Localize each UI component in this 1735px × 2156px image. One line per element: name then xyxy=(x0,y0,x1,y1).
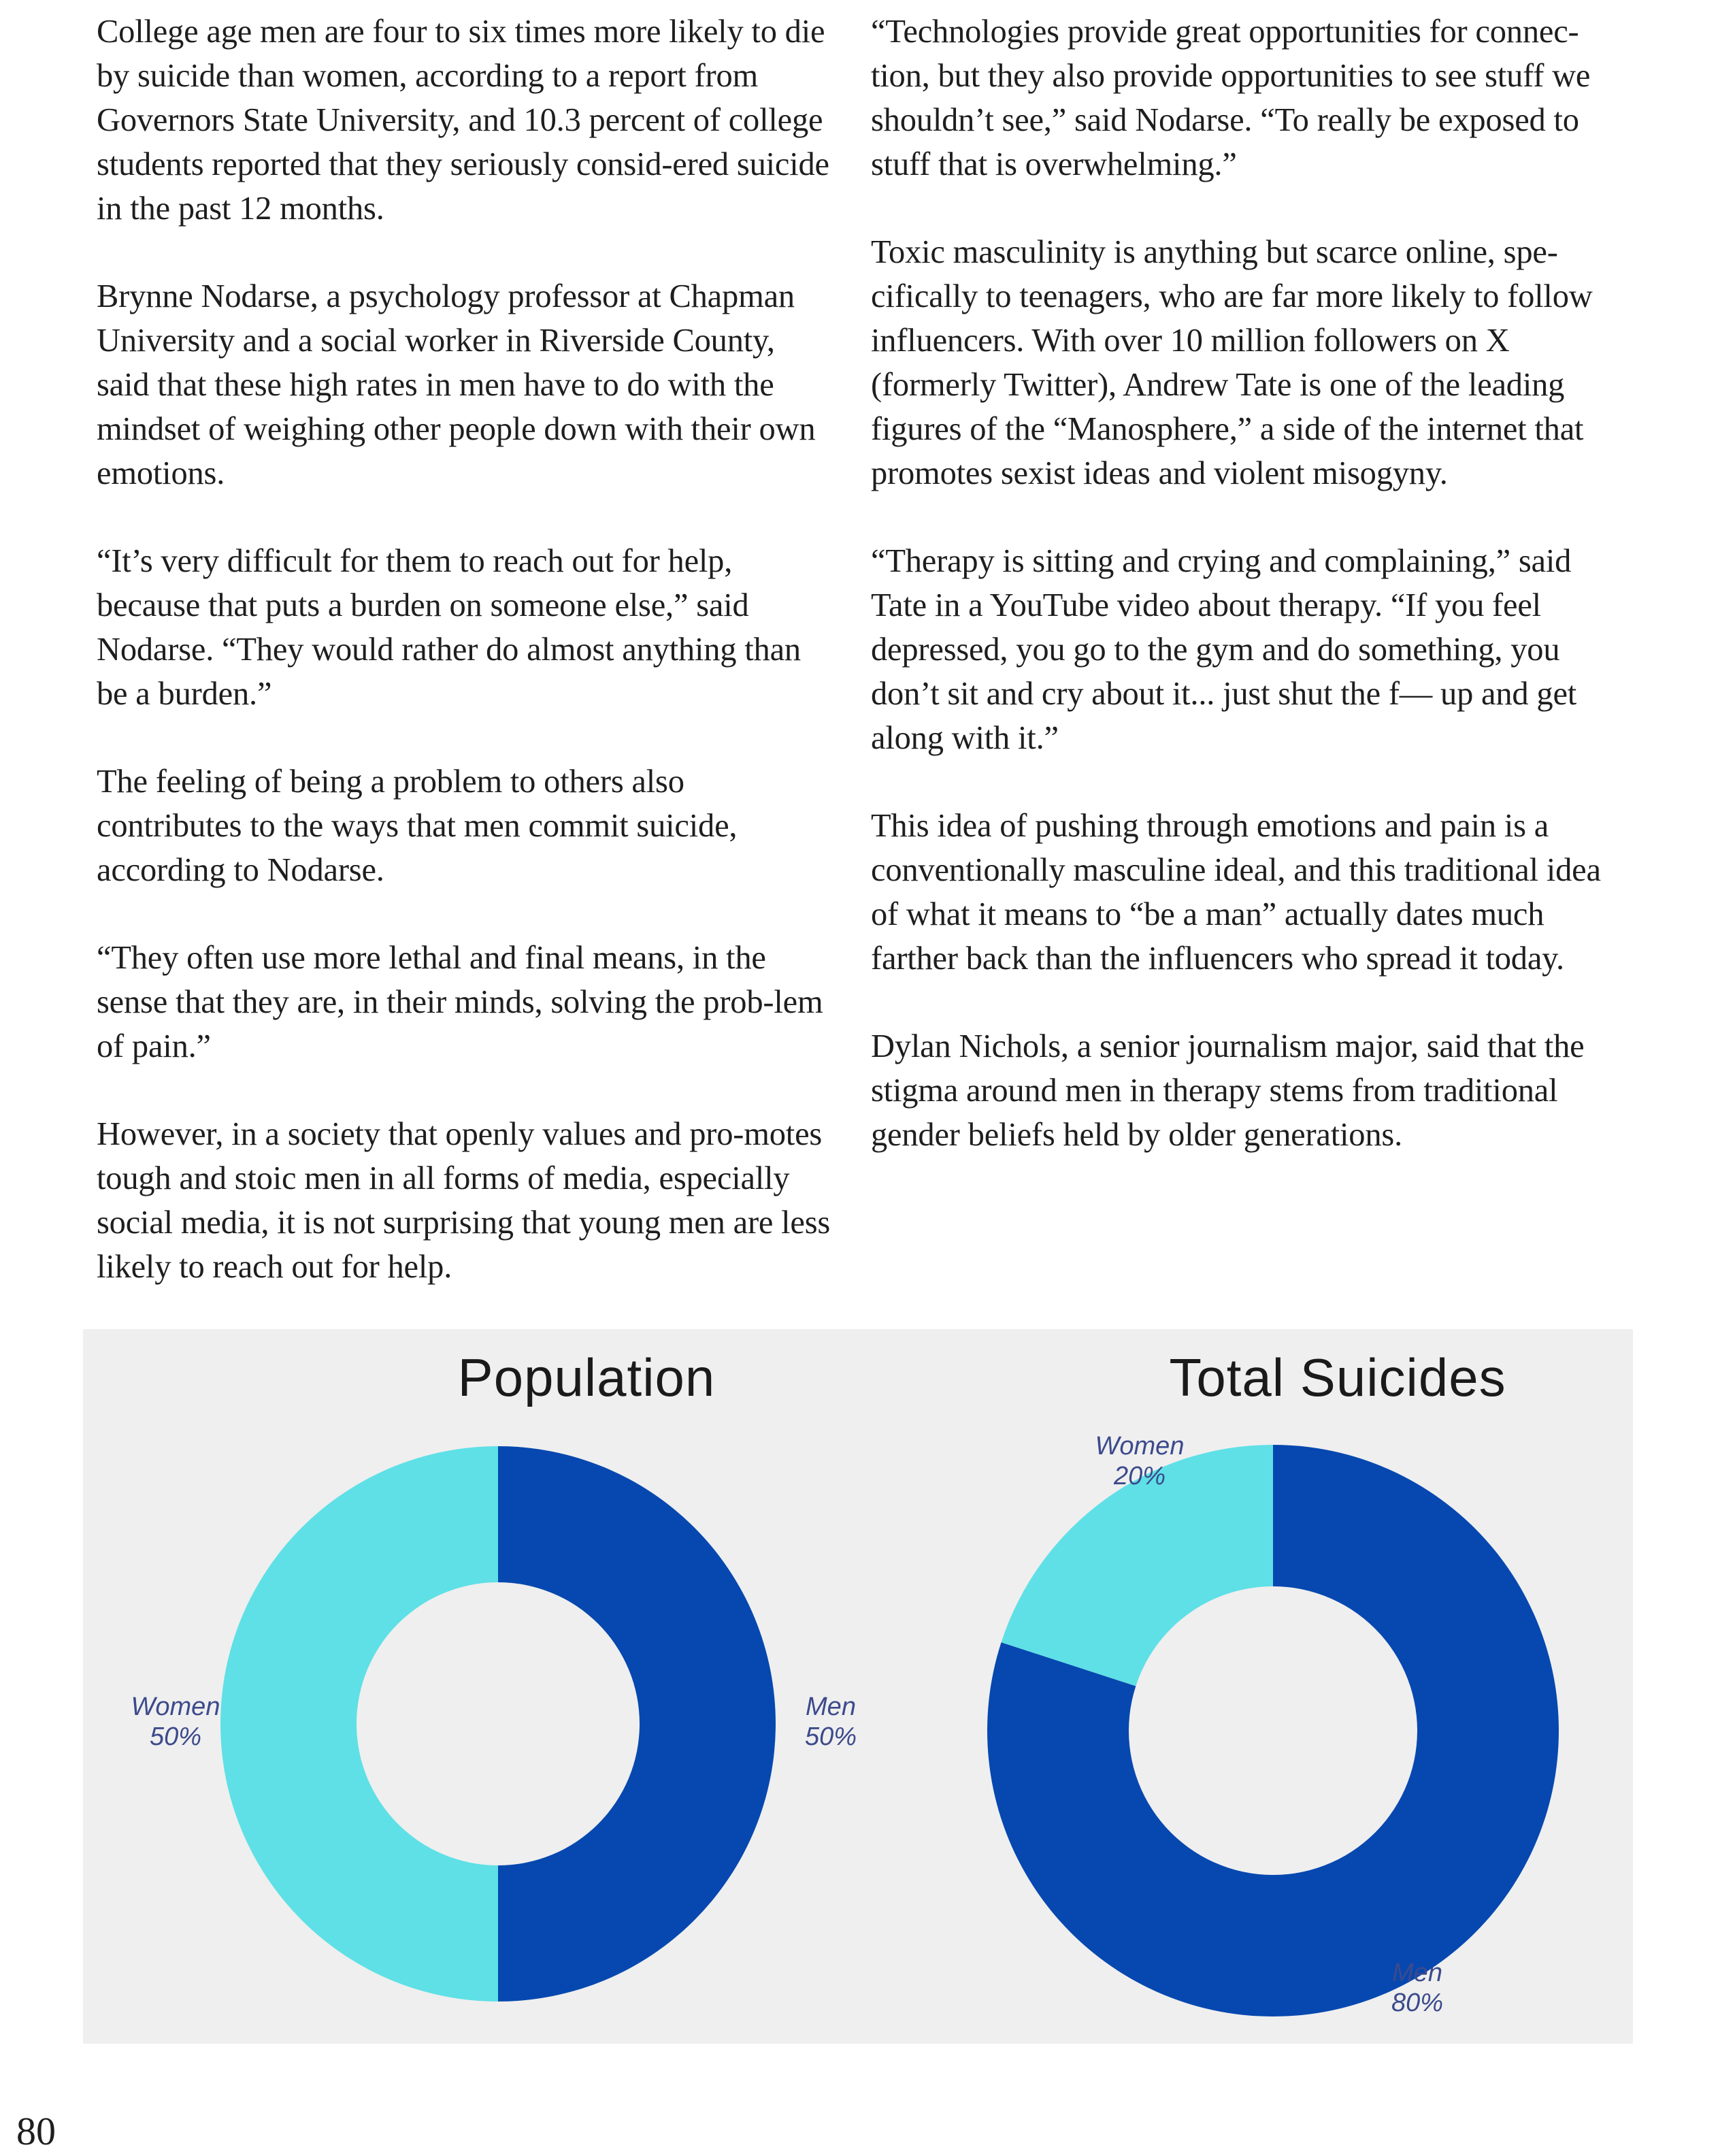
slice-name: Men xyxy=(806,1693,856,1721)
slice-value: 80% xyxy=(1391,1989,1444,2017)
donut-slice-women xyxy=(220,1446,498,2002)
paragraph: Brynne Nodarse, a psychology professor at Chapman University and a social worker in Riverside County, said that these high rates in men have to do with the mindset of weighing other people down with their own emotions. xyxy=(97,278,816,491)
slice-name: Women xyxy=(131,1693,220,1721)
paragraph: “Therapy is sitting and crying and complaining,” said Tate in a YouTube video about therapy. “If you feel depressed, you go to the gym and do something, you don’t sit and cry about it... just shut the f— up and get along with it.” xyxy=(871,543,1577,756)
paragraph: “They often use more lethal and final means, in the sense that they are, in their minds, solving the prob-lem of pain.” xyxy=(97,940,823,1064)
paragraph: Dylan Nichols, a senior journalism major, said that the stigma around men in therapy stems from traditional gender beliefs held by older generations. xyxy=(871,1028,1585,1153)
chart-title-total-suicides: Total Suicides xyxy=(1169,1348,1506,1407)
article-column-left xyxy=(97,10,831,1333)
paragraph: However, in a society that openly values and pro-motes tough and stoic men in all forms of media, especially social media, it is not surprising that young men are less likely to reach out for help. xyxy=(97,1116,831,1285)
paragraph: College age men are four to six times more likely to die by suicide than women, according to a report from Governors State University, and 10.3 percent of college students reported that they seriously consid-ered suicide in the past 12 months. xyxy=(97,14,829,227)
paragraph: This idea of pushing through emotions and pain is a conventionally masculine ideal, and this traditional idea of what it means to “be a man” actually dates much farther back than the influencers who spread it today. xyxy=(871,808,1601,977)
chart-panel xyxy=(83,1329,1633,2044)
paragraph: “It’s very difficult for them to reach out for help, because that puts a burden on someone else,” said Nodarse. “They would rather do almost anything than be a burden.” xyxy=(97,543,801,712)
slice-label-population-men xyxy=(763,1692,899,1752)
chart-title-population: Population xyxy=(457,1348,716,1407)
slice-value: 50% xyxy=(804,1722,857,1751)
paragraph: Toxic masculinity is anything but scarce online, spe-cifically to teenagers, who are far more likely to follow influencers. With over 10 million followers on X (formerly Twitter), Andrew Tate is one of the leading figures of the “Manosphere,” a side of the internet that promotes sexist ideas and violent misogyny. xyxy=(871,234,1593,491)
donut-slice-men xyxy=(498,1446,776,2002)
article-column-right xyxy=(871,10,1613,1200)
page-number: 80 xyxy=(16,2109,56,2153)
paragraph: “Technologies provide great opportunities for connec-tion, but they also provide opportunities to see stuff we shouldn’t see,” said Nodarse. “To really be exposed to stuff that is overwhelming.” xyxy=(871,14,1591,182)
donut-charts xyxy=(83,1329,1633,2044)
slice-name: Women xyxy=(1095,1432,1185,1460)
slice-label-suicides-women xyxy=(1072,1431,1208,1491)
slice-name: Men xyxy=(1392,1959,1442,1987)
paragraph: The feeling of being a problem to others also contributes to the ways that men commit suicide, according to Nodarse. xyxy=(97,764,738,888)
slice-label-suicides-men xyxy=(1349,1958,1485,2018)
slice-value: 20% xyxy=(1113,1462,1166,1490)
slice-value: 50% xyxy=(149,1722,202,1751)
slice-label-population-women xyxy=(108,1692,244,1752)
